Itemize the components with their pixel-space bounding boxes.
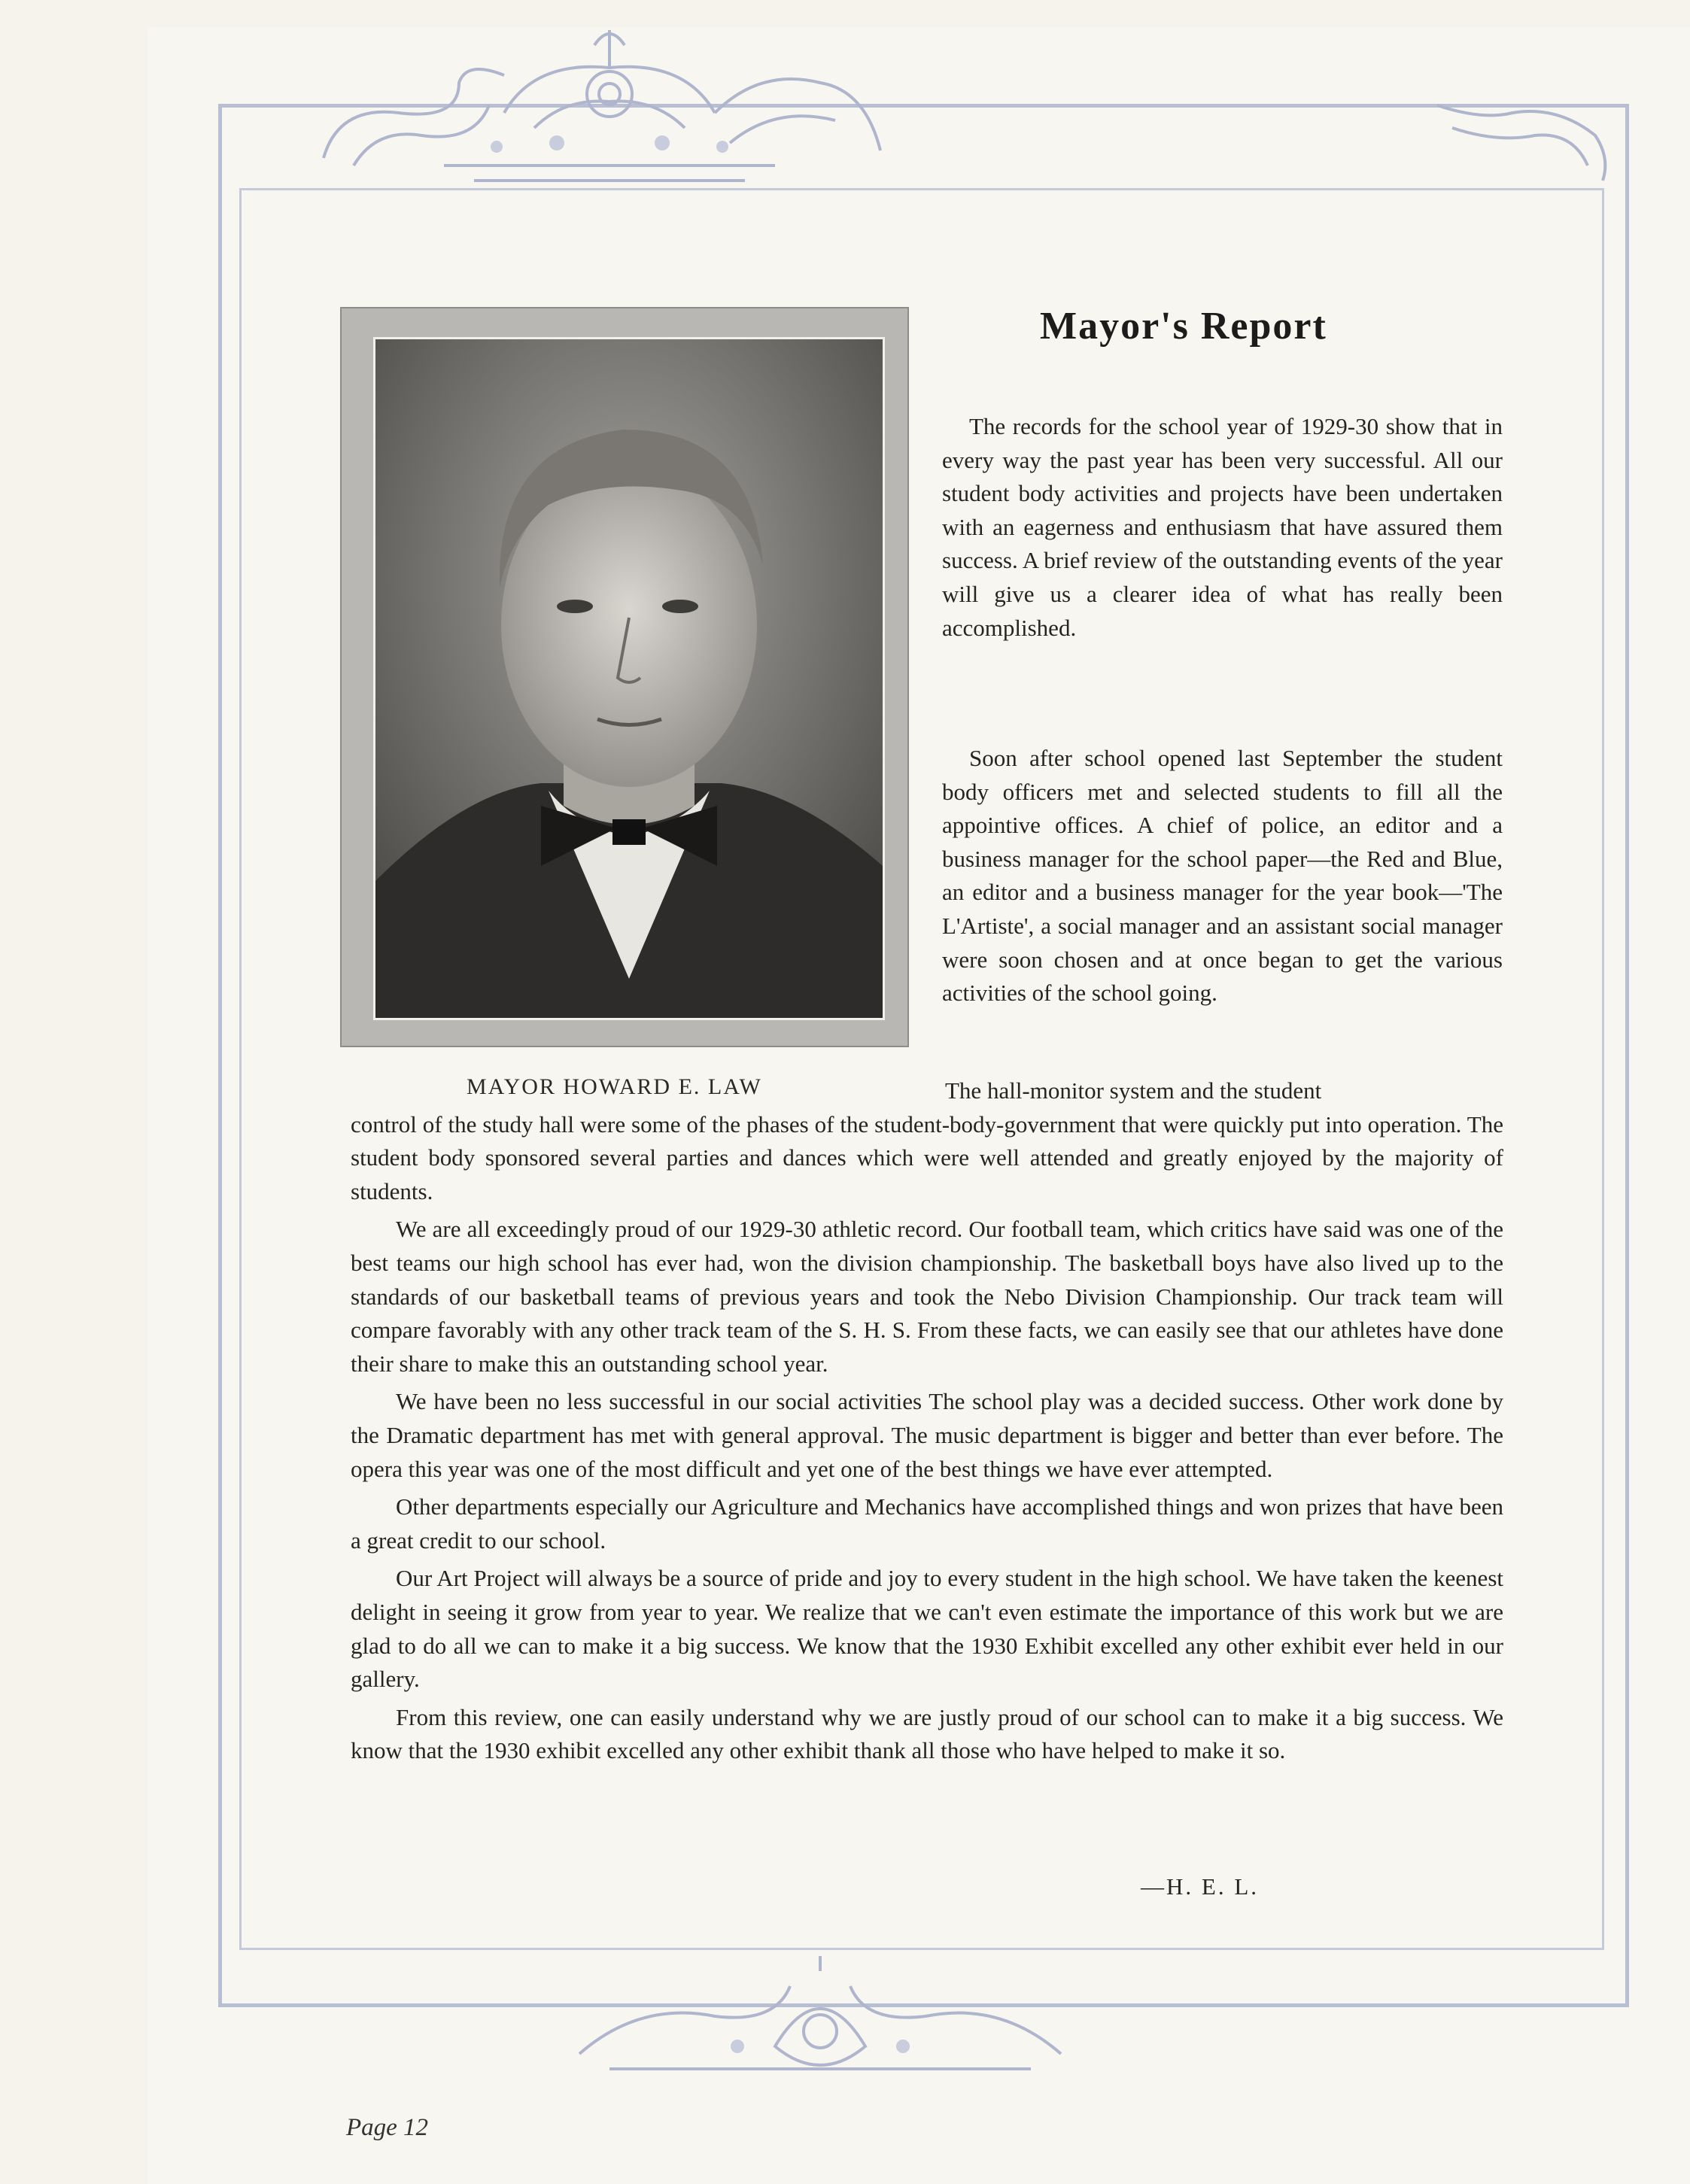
paragraph-5: Other departments especially our Agriculture and Mechanics have accomplished things and won prizes that have been a great credit to our school. — [351, 1493, 1503, 1554]
paragraph-2-lead-in: The hall-monitor system and the student control of the study hall were some of the phases of the student-body-government that were quickly put into operation. The student body sponsored several parties and dances which were well attended and greatly enjoyed by the majority of students. — [351, 1077, 1503, 1204]
paragraph-2-continuation: control of the study hall were some of the phases of the student-body-government that were quickly put into operation. The student body sponsored several parties and dances which were well attended and greatly enjoyed by the majority of students. — [351, 1110, 1503, 1204]
bottom-ornament-icon — [549, 1956, 1091, 2084]
page-title: Mayor's Report — [1040, 305, 1327, 348]
photo-caption: MAYOR HOWARD E. LAW — [467, 1074, 762, 1099]
corner-ornament-icon — [1422, 90, 1618, 188]
body-text — [351, 1074, 1503, 1772]
paragraph-6: Our Art Project will always be a source of pride and joy to every student in the high school. We have taken the keenest delight in seeing it grow from year to year. We realize that we can't even estimate the importance of this work but we are glad to do all we can to make it a big success. We know that the 1930 Exhibit excelled any other exhibit ever held in our gallery. — [351, 1565, 1503, 1693]
paragraph-7: From this review, one can easily understand why we are justly proud of our school can to make it a big success. We know that the 1930 exhibit excelled any other exhibit thank all those who have helped to make it so. — [351, 1703, 1503, 1764]
top-ornament-icon — [309, 15, 910, 196]
page-number: Page 12 — [346, 2114, 429, 2141]
signature-initials: —H. E. L. — [1141, 1873, 1260, 1900]
paragraph-2: Soon after school opened last September the student body officers met and selected students to fill all the appointive offices. A chief of police, an editor and a business manager for the school paper—the Red and Blue, an editor and a business manager for the year book—'The L'Artiste', a social manager and an assistant social manager were soon chosen and at once began to get the various activities of the school going. — [942, 745, 1503, 1007]
portrait-image — [375, 339, 883, 1018]
paragraph-3: We are all exceedingly proud of our 1929-30 athletic record. Our football team, which critics have said was one of the best teams our high school has ever had, won the division championship. The basketball boys have also lived up to the standards of our basketball teams of previous years and took the Nebo Division Championship. Our track team will compare favorably with any other track team of the S. H. S. From these facts, we can easily see that our athletes have done their share to make this an outstanding school year. — [351, 1216, 1503, 1377]
paragraph-1: The records for the school year of 1929-30 show that in every way the past year has been very successful. All our student body activities and projects have been undertaken with an eagerness and enthusiasm that have assured them success. A brief review of the outstanding events of the year will give us a clearer idea of what has really been accomplished. — [942, 413, 1503, 641]
portrait-photo — [373, 337, 885, 1020]
paragraph-4: We have been no less successful in our social activities The school play was a decided success. Other work done by the Dramatic department has met with general approval. The music department is bigger and better than ever before. The opera this year was one of the most difficult and yet one of the best things we have ever attempted. — [351, 1388, 1503, 1482]
